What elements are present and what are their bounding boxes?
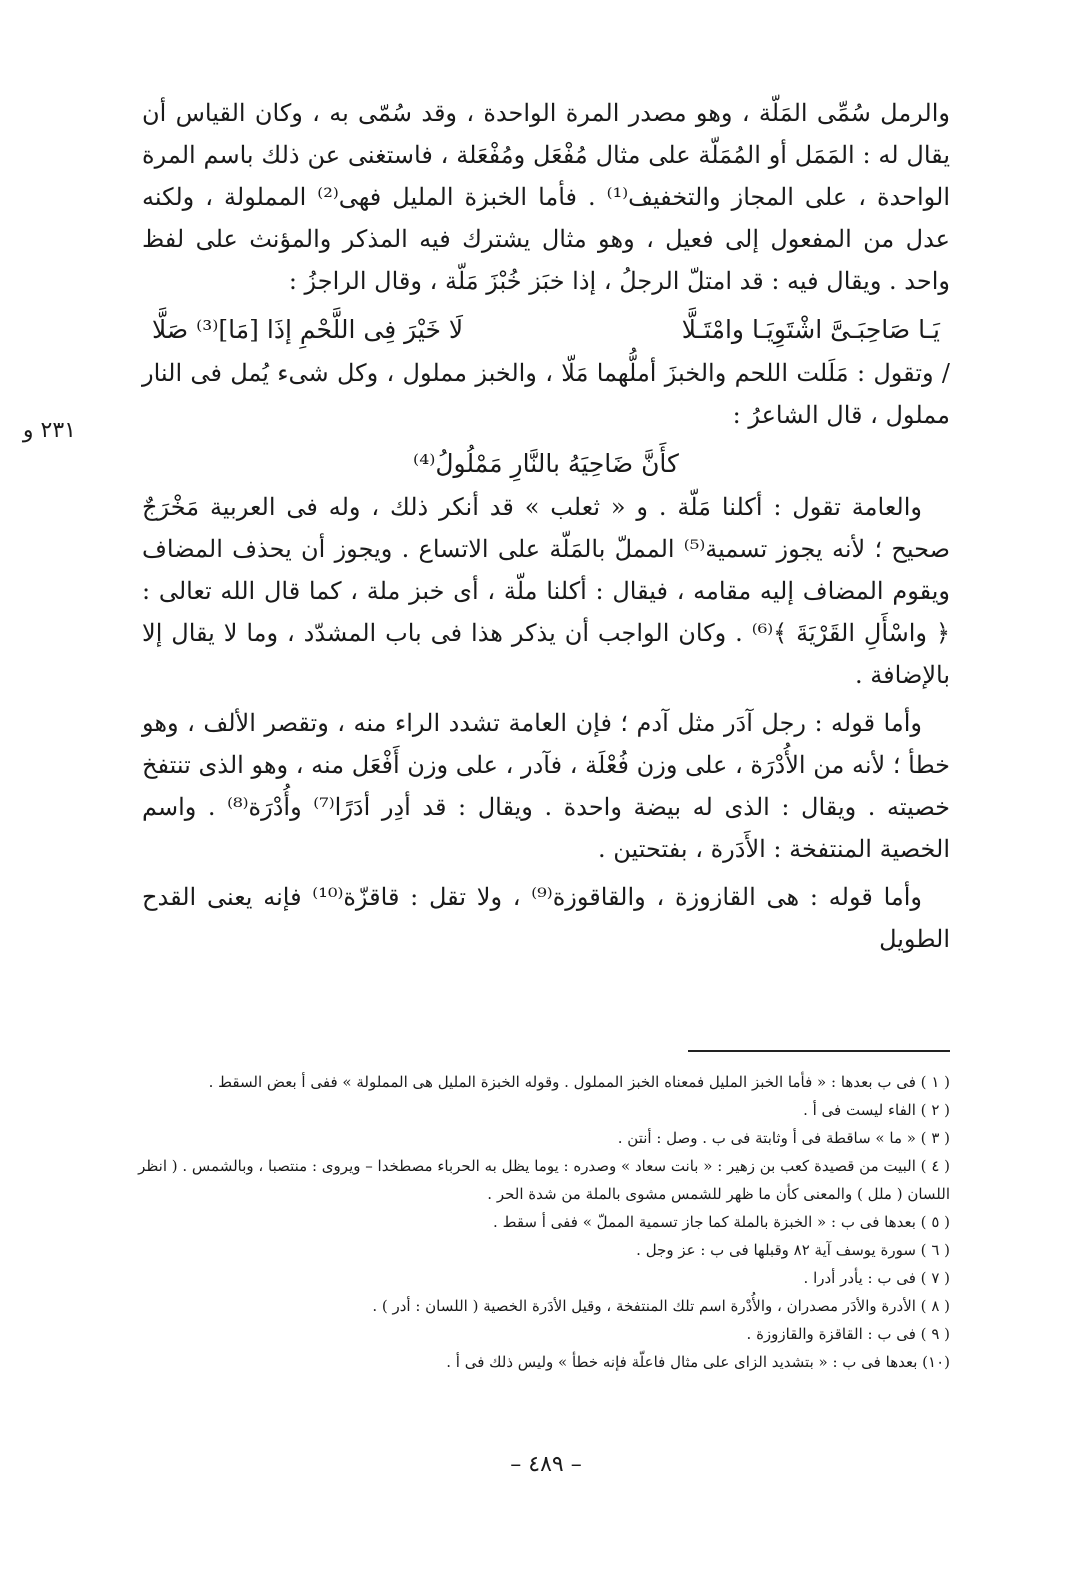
footnote-6: ( ٦ ) سورة يوسف آية ٨٢ وقبلها فى ب : عز وجل . (636, 1241, 950, 1259)
footnote-4: ( ٤ ) البيت من قصيدة كعب بن زهير : « بانت سعاد » وصدره : يوما يظل به الحرباء مصطخدا – ويروى : منتصبا ، وبالشمس . ( انظر اللسان ( ملل ) والمعنى كأن ما ظهر للشمس مشوى بالملة من شدة الحر . (138, 1157, 950, 1203)
paragraph-4: وأما قوله : رجل آدَر مثل آدم ؛ فإن العامة تشدد الراء منه ، وتقصر الألف ، وهو خطأ ؛ لأنه من الأُدْرَة ، على وزن فُعْلَة ، فآدر ، على وزن أَفْعَل منه ، وهو الذى تنتفخ خصيته . ويقال : الذى له بيضة واحدة . ويقال : قد أدِر أدَرًا⁽⁷⁾ وأُدْرَة⁽⁸⁾ . واسم الخصية المنتفخة : الأَدَرة ، بفتحتين . (142, 709, 951, 863)
footnote-9: ( ٩ ) فى ب : القاقزة والقازوزة . (746, 1325, 950, 1343)
paragraph-5: وأما قوله : هى القازوزة ، والقاقوزة⁽⁹⁾ ، ولا تقل : قاقزّة⁽¹⁰⁾ فإنه يعنى القدح الطويل (142, 883, 950, 953)
footnote-separator (688, 1050, 950, 1052)
footnote-3: ( ٣ ) « ما » ساقطة فى أ وثابتة فى ب . وصل : أنتن . (617, 1129, 950, 1147)
verse-1-right-hemistich: يَـا صَاحِبَـىَّ اشْتَوِيَـا وامْتَـلَّا (681, 315, 940, 344)
paragraph-2: / وتقول : مَلَلت اللحم والخبزَ أملُّهما مَلّا ، والخبز مملول ، وكل شىء يُمل فى النار مملول ، قال الشاعرُ : (142, 359, 950, 429)
footnote-5: ( ٥ ) بعدها فى ب : « الخبزة بالملة كما جاز تسمية المملّ » ففى أ سقط . (493, 1213, 950, 1231)
verse-2: كأَنَّ ضَاحِيَهُ بالنَّارِ مَمْلُولُ⁽⁴⁾ (413, 449, 679, 478)
verse-1-left-hemistich: لَا خَيْرَ فِى اللَّحْمِ إذَا [مَا]⁽³⁾ صَلَّا (152, 315, 464, 344)
page-number: – ٤٨٩ – (510, 1452, 582, 1477)
footnotes (120, 1068, 950, 1376)
verse-1 (142, 308, 950, 352)
main-text (142, 92, 950, 966)
margin-folio-note: ٢٣١ و (22, 418, 76, 443)
paragraph-1: والرمل سُمِّى المَلّة ، وهو مصدر المرة الواحدة ، وقد سُمّى به ، وكان القياس أن يقال له : المَمَل أو المُمَلّة على مثال مُفْعَل ومُفْعَلة ، فاستغنى عن ذلك باسم المرة الواحدة ، على المجاز والتخفيف⁽¹⁾ . فأما الخبزة المليل فهى⁽²⁾ المملولة ، ولكنه عدل من المفعول إلى فعيل ، وهو مثال يشترك فيه المذكر والمؤنث على لفظ واحد . ويقال فيه : قد امتلّ الرجلُ ، إذا خبَز خُبْزَ مَلّة ، وقال الراجزُ : (142, 99, 951, 295)
footnote-10: (١٠) بعدها فى ب : « بتشديد الزاى على مثال فاعلّة فإنه خطأ » وليس ذلك فى أ . (446, 1353, 950, 1371)
paragraph-3: والعامة تقول : أكلنا مَلّة . و « ثعلب » قد أنكر ذلك ، وله فى العربية مَخْرَجٌ صحيح ؛ لأنه يجوز تسمية⁽⁵⁾ المملّ بالمَلّة على الاتساع . ويجوز أن يحذف المضاف ويقوم المضاف إليه مقامه ، فيقال : أكلنا ملّة ، أى خبز ملة ، كما قال الله تعالى : ﴿ واسْأَلِ القَرْيَةَ ﴾⁽⁶⁾ . وكان الواجب أن يذكر هذا فى باب المشدّد ، وما لا يقال إلا بالإضافة . (142, 493, 951, 689)
footnote-1: ( ١ ) فى ب بعدها : « فأما الخبز المليل فمعناه الخبز المملول . وقوله الخبزة المليل هى المملولة » ففى أ بعض السقط . (208, 1073, 950, 1091)
footnote-8: ( ٨ ) الأدرة والأدَر مصدران ، والأُدْرة اسم تلك المنتفخة ، وقيل الأدَرة الخصية ( اللسان : أدر ) . (372, 1297, 950, 1315)
footnote-7: ( ٧ ) فى ب : يأدر أدرا . (803, 1269, 950, 1287)
footnote-2: ( ٢ ) الفاء ليست فى أ . (803, 1101, 950, 1119)
